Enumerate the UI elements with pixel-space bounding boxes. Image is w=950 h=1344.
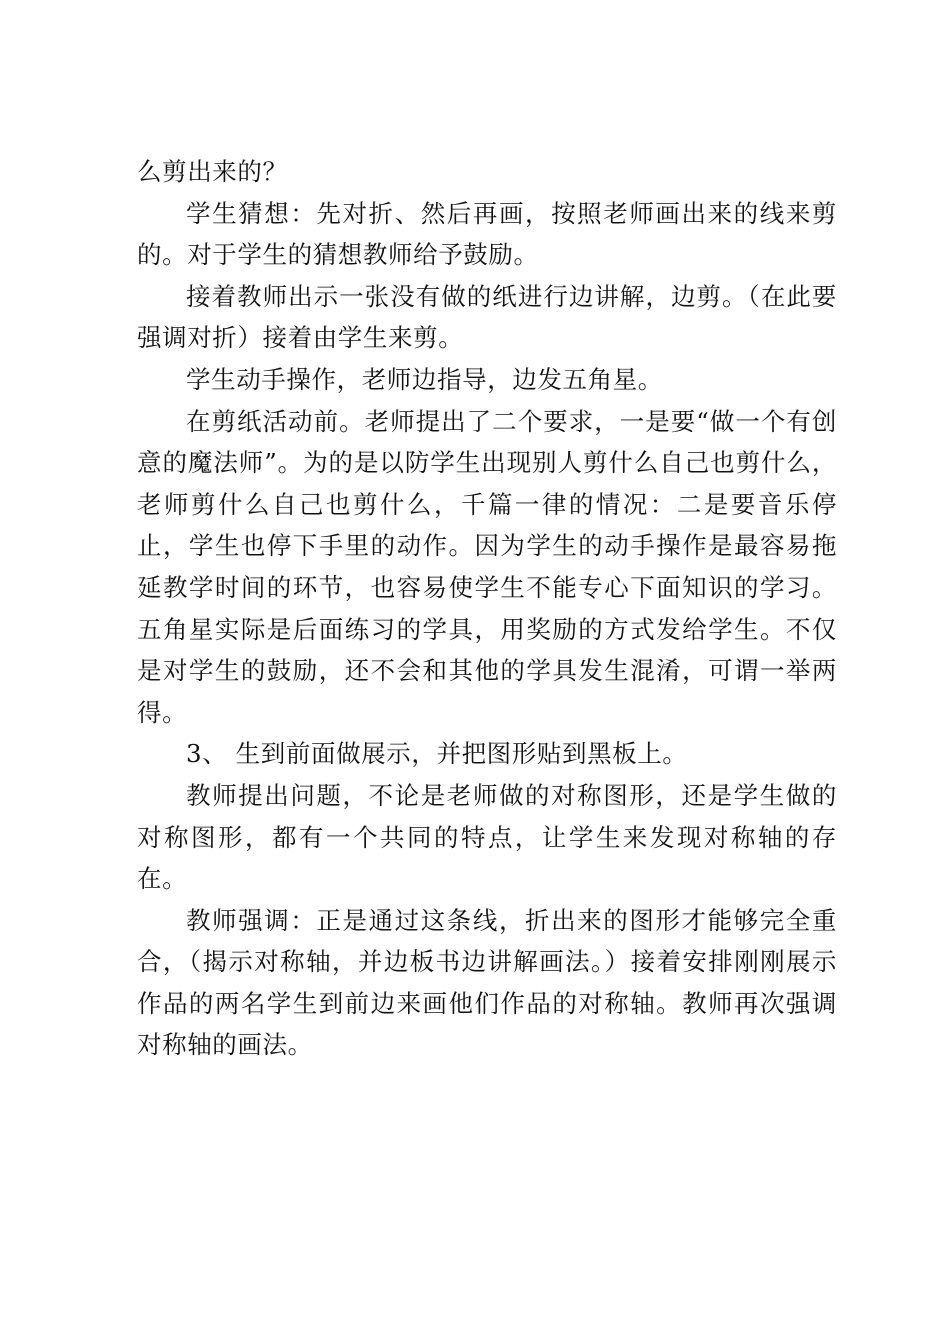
paragraph-4: 学生动手操作，老师边指导，边发五角星。 — [186, 364, 663, 394]
paragraph-3: 接着教师出示一张没有做的纸进行边讲解，边剪。（在此要强调对折）接着由学生来剪。 — [137, 281, 837, 353]
paragraph-6: 3、 生到前面做展示，并把图形贴到黑板上。 — [186, 739, 688, 769]
paragraph-7: 教师提出问题，不论是老师做的对称图形，还是学生做的对称图形，都有一个共同的特点，让学生来发现对称轴的存在。 — [137, 780, 837, 894]
paragraph-2: 学生猜想：先对折、然后再画，按照老师画出来的线来剪的。对于学生的猜想教师给予鼓励。 — [137, 198, 837, 270]
paragraph-5: 在剪纸活动前。老师提出了二个要求，一是要“做一个有创意的魔法师”。为的是以防学生出现别人剪什么自己也剪什么，老师剪什么自己也剪什么，千篇一律的情况：二是要音乐停止，学生也停下手里的动作。因为学生的动手操作是最容易拖延教学时间的环节，也容易使学生不能专心下面知识的学习。五角星实际是后面练习的学具，用奖励的方式发给学生。不仅是对学生的鼓励，还不会和其他的学具发生混淆，可谓一举两得。 — [137, 406, 837, 727]
document-body — [137, 151, 837, 1066]
paragraph-1: 么剪出来的？ — [137, 157, 288, 186]
paragraph-8: 教师强调：正是通过这条线，折出来的图形才能够完全重合，（揭示对称轴，并边板书边讲解画法。）接着安排刚刚展示作品的两名学生到前边来画他们作品的对称轴。教师再次强调对称轴的画法。 — [137, 905, 837, 1060]
